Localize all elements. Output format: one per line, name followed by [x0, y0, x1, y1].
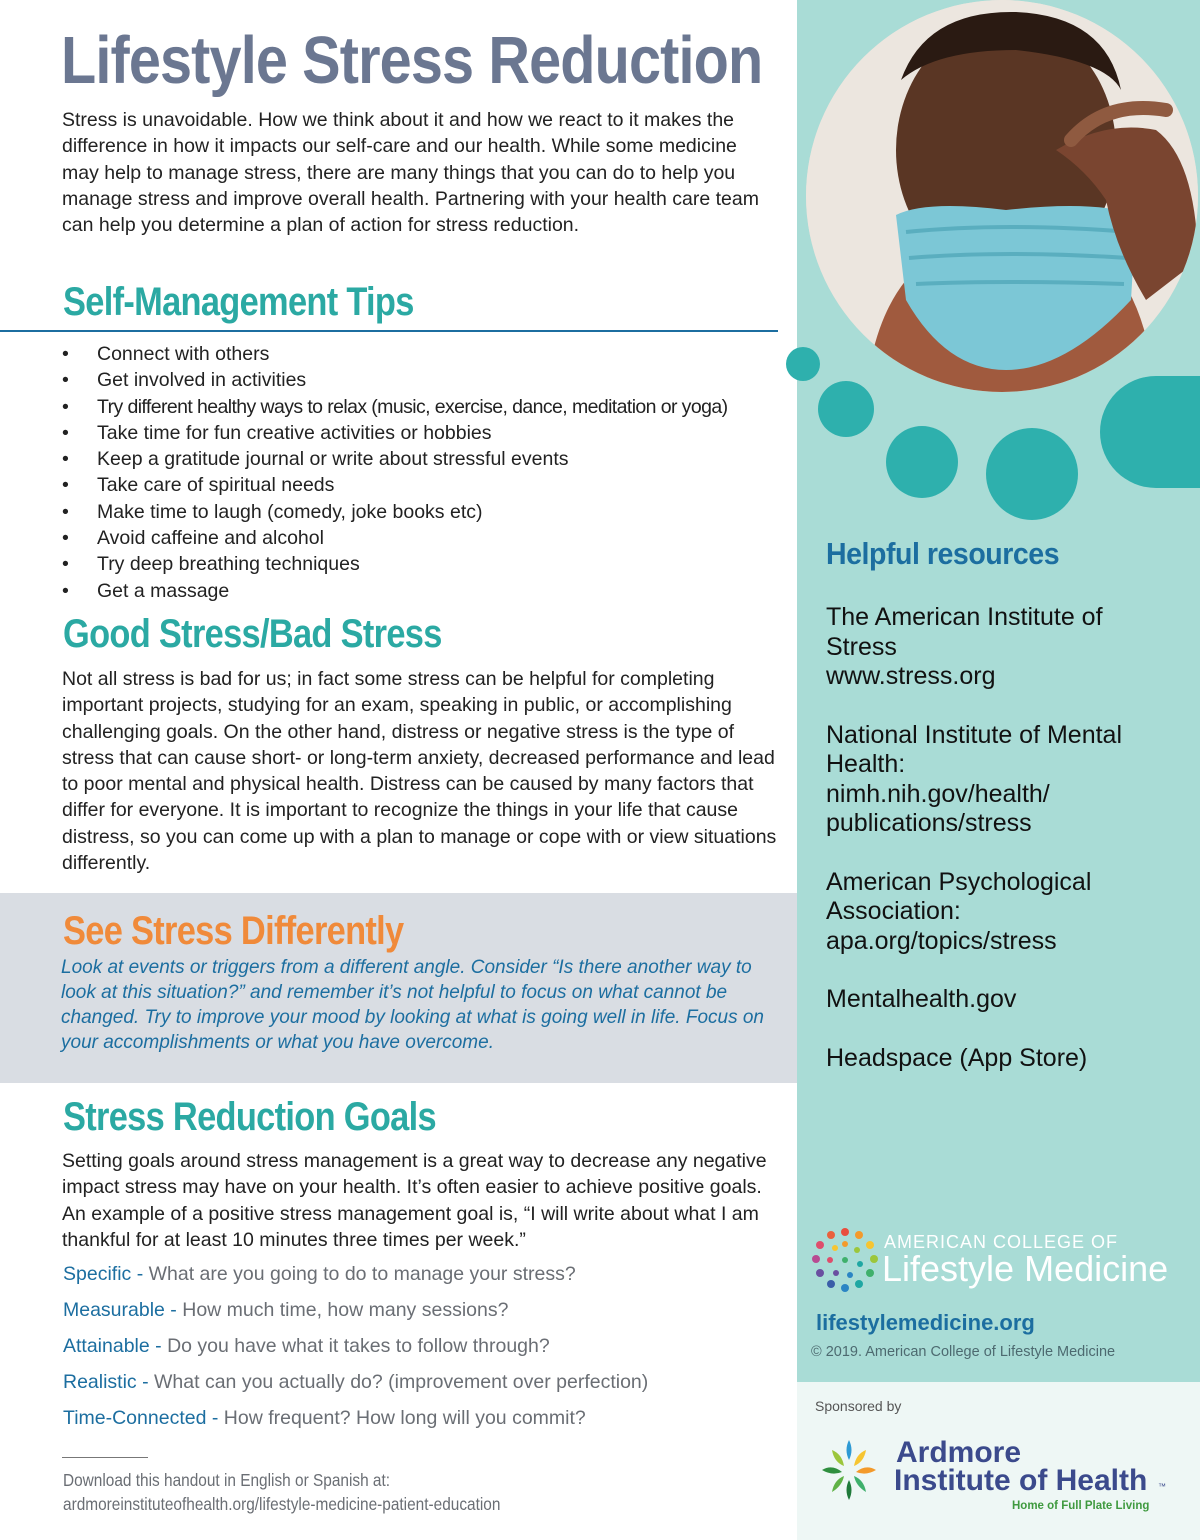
intro-paragraph: Stress is unavoidable. How we think about it and how we react to it makes the difference in how it impacts our self-care and our health. While some medicine may help to manage stress, there are many things that you can do to help you manage stress and improve overall health. Partnering with your health care team can help you determine a plan of action for stress reduction. [62, 109, 759, 237]
acl-name-main: Lifestyle Medicine [882, 1248, 1169, 1289]
resource-item[interactable]: Headspace (App Store) [826, 1043, 1088, 1072]
ardmore-tagline: Home of Full Plate Living [1012, 1500, 1150, 1512]
list-item: • Get involved in activities [62, 367, 782, 393]
resource-item[interactable]: National Institute of Mental Health: nimh.nih.gov/health/ publications/stress [826, 720, 1122, 837]
smart-goal-measurable: Measurable - How much time, how many sessions? [63, 1299, 509, 1321]
trademark-symbol: ™ [1158, 1482, 1166, 1491]
bullet: • [62, 343, 69, 365]
download-link[interactable]: ardmoreinstituteofhealth.org/lifestyle-medicine-patient-education [63, 1494, 501, 1514]
resource-item[interactable]: Mentalhealth.gov [826, 985, 1017, 1013]
see-differently-paragraph: Look at events or triggers from a different angle. Consider “Is there another way to look at this situation?” and remember it’s not helpful to focus on what cannot be changed. Try to improve your mood by looking at what is going well in life. Focus on your accomplishments or what you have overcome. [61, 957, 764, 1053]
ardmore-leaf-icon [818, 1436, 880, 1502]
copyright-text: © 2019. American College of Lifestyle Medicine [811, 1344, 1116, 1360]
self-management-heading: Self-Management Tips [63, 280, 414, 324]
good-bad-stress-paragraph: Not all stress is bad for us; in fact some stress can be helpful for completing important projects, studying for an exam, speaking in public, or accomplishing challenging goals. On the other hand, distress or negative stress is the type of stress that can cause short- or long-term anxiety, decreased performance and lead to poor mental and physical health. Distress can be caused by many factors that differ for everyone. It is important to recognize the things in your life that cause distress, so you can come up with a plan to manage or cope with or view situations differently. [62, 668, 777, 875]
ardmore-name-line1: Ardmore [896, 1436, 1022, 1469]
list-item: • Try deep breathing techniques [62, 551, 782, 577]
resources-heading: Helpful resources [826, 536, 1060, 571]
bullet: • [62, 527, 69, 550]
smart-goal-specific: Specific - What are you going to do to manage your stress? [63, 1263, 576, 1285]
list-item: • Avoid caffeine and alcohol [62, 525, 782, 551]
smart-goal-realistic: Realistic - What can you actually do? (improvement over perfection) [63, 1371, 649, 1393]
list-item: • Get a massage [62, 578, 782, 604]
goals-heading: Stress Reduction Goals [63, 1095, 436, 1139]
resources-list [826, 603, 1186, 1102]
bullet: • [62, 448, 69, 471]
page-title: Lifestyle Stress Reduction [61, 23, 763, 98]
sponsored-by-label: Sponsored by [815, 1398, 902, 1414]
acl-website-link[interactable]: lifestylemedicine.org [816, 1310, 1035, 1335]
bullet: • [62, 474, 69, 497]
bullet: • [62, 500, 69, 523]
footnote-divider [62, 1457, 148, 1458]
resource-item[interactable]: The American Institute of Stress www.stress.org [826, 603, 1103, 690]
list-item: • Take care of spiritual needs [62, 472, 782, 498]
bullet: • [62, 421, 69, 444]
list-item: • Connect with others [62, 341, 782, 367]
bullet: • [62, 553, 69, 576]
smart-goal-attainable: Attainable - Do you have what it takes to follow through? [63, 1335, 550, 1357]
tips-list [62, 341, 782, 604]
list-item: • Make time to laugh (comedy, joke books etc) [62, 499, 782, 525]
bullet: • [62, 395, 69, 418]
good-bad-stress-heading: Good Stress/Bad Stress [63, 612, 442, 656]
bullet: • [62, 579, 69, 602]
smart-goal-time-connected: Time-Connected - How frequent? How long will you commit? [63, 1407, 586, 1429]
list-item: • Keep a gratitude journal or write about stressful events [62, 446, 782, 472]
section-divider [0, 330, 778, 332]
see-differently-heading: See Stress Differently [63, 909, 404, 953]
resource-item[interactable]: American Psychological Association: apa.org/topics/stress [826, 867, 1092, 955]
ardmore-name-line2: Institute of Health [894, 1464, 1148, 1497]
acl-logo [810, 1222, 1190, 1298]
decorative-circle [886, 426, 958, 498]
decorative-circle [986, 428, 1078, 520]
acl-swirl-icon [810, 1226, 880, 1296]
download-note: Download this handout in English or Spanish at: ardmoreinstituteofhealth.org/lifestyle-medicine-patient-education [63, 1470, 501, 1514]
acl-name-top: AMERICAN COLLEGE OF [884, 1232, 1119, 1252]
list-item: • Try different healthy ways to relax (music, exercise, dance, meditation or yoga) [62, 394, 782, 420]
bullet: • [62, 369, 69, 392]
decorative-circle [786, 347, 820, 381]
goals-paragraph: Setting goals around stress management is a great way to decrease any negative impact stress may have on your health. It’s often easier to achieve positive goals. An example of a positive stress management goal is, “I will write about what I am thankful for at least 10 minutes three times per week.” [62, 1150, 767, 1251]
ardmore-logo [818, 1436, 1188, 1516]
list-item: • Take time for fun creative activities or hobbies [62, 420, 782, 446]
decorative-circle [818, 381, 874, 437]
decorative-circle [1100, 376, 1200, 488]
stressed-man-photo [806, 0, 1198, 392]
